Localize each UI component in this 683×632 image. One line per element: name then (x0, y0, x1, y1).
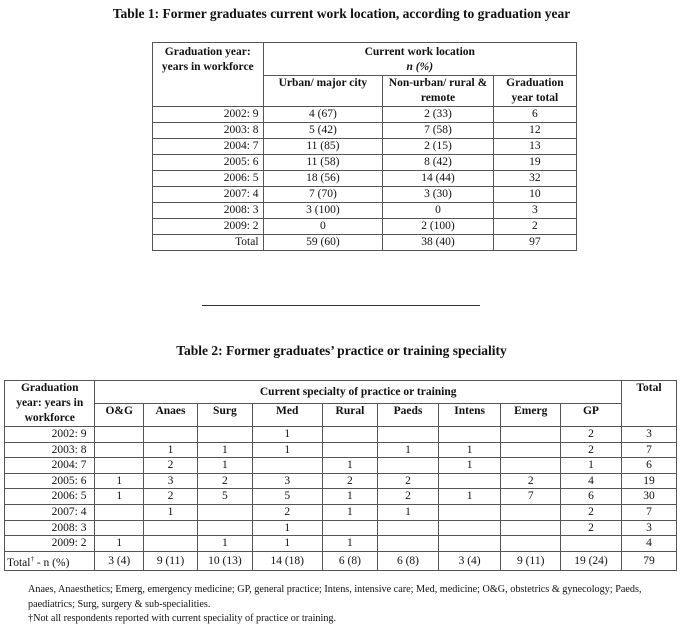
table-cell: 18 (56) (263, 171, 383, 187)
table2-group-header: Current specialty of practice or training (95, 381, 621, 404)
table-cell: 59 (60) (263, 235, 383, 251)
table-cell (322, 520, 378, 536)
total-label-suffix: - n (%) (33, 556, 70, 569)
table-cell (95, 458, 144, 474)
table-cell: 14 (44) (383, 171, 494, 187)
row-label: 2006: 5 (5, 489, 95, 505)
row-label: 2002: 9 (5, 427, 95, 443)
row-label: 2009: 2 (153, 219, 264, 235)
row-total: 19 (621, 473, 676, 489)
table-cell: 10 (13) (198, 551, 253, 570)
table-row (153, 235, 577, 251)
table2 (4, 380, 677, 571)
table-cell: 1 (322, 536, 378, 552)
table-cell: 2 (33) (383, 107, 494, 123)
table-cell: 3 (30) (383, 187, 494, 203)
table-cell: 1 (198, 442, 253, 458)
row-total: 4 (621, 536, 676, 552)
abbreviations-note: Anaes, Anaesthetics; Emerg, emergency medicine; GP, general practice; Intens, intensive care; Med, medicine; O&G, obstetrics & gynecology; Paeds, paediatrics; Surg, surgery & sub-specialities. (28, 584, 642, 610)
row-label: 2006: 5 (153, 171, 264, 187)
table-cell (95, 442, 144, 458)
table-cell: 2 (100) (383, 219, 494, 235)
table-cell: 1 (438, 442, 501, 458)
table2-col-header: Emerg (501, 404, 561, 427)
row-label: 2009: 2 (5, 536, 95, 552)
table-cell: 19 (493, 155, 576, 171)
table-cell: 13 (493, 139, 576, 155)
table-cell (322, 442, 378, 458)
table1-group-header (263, 43, 576, 76)
table-cell (143, 536, 197, 552)
table-cell: 6 (8) (322, 551, 378, 570)
row-label: 2007: 4 (5, 504, 95, 520)
table-cell (322, 427, 378, 443)
table-cell: 11 (58) (263, 155, 383, 171)
table-cell: 1 (143, 504, 197, 520)
table1-group-title: Current work location (364, 46, 475, 58)
row-label: 2005: 6 (5, 473, 95, 489)
table2-col-header: GP (561, 404, 622, 427)
row-label: 2004: 7 (153, 139, 264, 155)
table-cell (438, 504, 501, 520)
row-label: 2008: 3 (5, 520, 95, 536)
table-cell (438, 520, 501, 536)
table-row (5, 427, 677, 443)
dagger-note: †Not all respondents reported with current speciality of practice or training. (28, 613, 337, 624)
table1 (152, 42, 577, 251)
table-cell: 2 (378, 473, 439, 489)
table2-notes (28, 583, 668, 627)
table-cell (438, 536, 501, 552)
table-cell: 6 (493, 107, 576, 123)
table1-title: Table 1: Former graduates current work location, according to graduation year (112, 6, 571, 21)
table-row (153, 123, 577, 139)
table2-col-header: Surg (198, 404, 253, 427)
table-cell: 2 (561, 427, 622, 443)
table-cell: 1 (561, 458, 622, 474)
table-cell (95, 427, 144, 443)
table-cell: 1 (378, 442, 439, 458)
total-row (5, 551, 677, 570)
table-cell: 1 (322, 458, 378, 474)
table-row (5, 489, 677, 505)
table-row (153, 187, 577, 203)
row-total: 3 (621, 427, 676, 443)
table-cell: 1 (95, 489, 144, 505)
table-cell (378, 458, 439, 474)
row-label: Total (153, 235, 264, 251)
table-cell (438, 473, 501, 489)
table-cell: 3 (4) (438, 551, 501, 570)
row-total: 30 (621, 489, 676, 505)
row-total: 3 (621, 520, 676, 536)
table2-total-header: Total (621, 381, 676, 427)
table1-col-header: Graduation year total (493, 76, 576, 107)
row-total: 6 (621, 458, 676, 474)
table-cell (252, 458, 322, 474)
table-cell (143, 427, 197, 443)
table-cell: 2 (561, 442, 622, 458)
row-label: 2005: 6 (153, 155, 264, 171)
table-row (5, 504, 677, 520)
table-cell (501, 427, 561, 443)
table-cell (561, 536, 622, 552)
table-cell (378, 520, 439, 536)
table-row (5, 442, 677, 458)
row-label: 2003: 8 (153, 123, 264, 139)
table-cell: 1 (438, 458, 501, 474)
table-cell: 6 (561, 489, 622, 505)
table-cell (501, 504, 561, 520)
table-cell: 32 (493, 171, 576, 187)
table2-col-header: Anaes (143, 404, 197, 427)
table-cell (501, 442, 561, 458)
row-total: 7 (621, 442, 676, 458)
table-cell: 1 (198, 536, 253, 552)
table-cell (95, 504, 144, 520)
table-cell: 14 (18) (252, 551, 322, 570)
table-cell: 7 (58) (383, 123, 494, 139)
table-cell: 2 (15) (383, 139, 494, 155)
table-cell: 38 (40) (383, 235, 494, 251)
table-cell: 2 (143, 458, 197, 474)
table2-col-header: Med (252, 404, 322, 427)
table-cell: 2 (378, 489, 439, 505)
table-cell: 1 (322, 504, 378, 520)
table-cell: 2 (561, 504, 622, 520)
table-cell: 2 (143, 489, 197, 505)
table-cell (198, 504, 253, 520)
row-label: 2008: 3 (153, 203, 264, 219)
table-cell (378, 536, 439, 552)
table-cell: 3 (143, 473, 197, 489)
table-row (153, 171, 577, 187)
row-label: 2003: 8 (5, 442, 95, 458)
table-cell: 1 (95, 473, 144, 489)
table-cell: 0 (263, 219, 383, 235)
table-row (5, 520, 677, 536)
row-total: 7 (621, 504, 676, 520)
table1-col-header: Non-urban/ rural & remote (383, 76, 494, 107)
table-cell: 7 (70) (263, 187, 383, 203)
table-cell: 5 (252, 489, 322, 505)
table-cell: 1 (252, 520, 322, 536)
table-cell: 1 (378, 504, 439, 520)
table-cell: 3 (4) (95, 551, 144, 570)
table-cell: 11 (85) (263, 139, 383, 155)
table-cell: 0 (383, 203, 494, 219)
table2-col-header: Rural (322, 404, 378, 427)
row-label: 2007: 4 (153, 187, 264, 203)
table-cell: 2 (322, 473, 378, 489)
table-cell: 9 (11) (501, 551, 561, 570)
table-cell: 1 (143, 442, 197, 458)
table2-col-header: O&G (95, 404, 144, 427)
total-row-label (5, 551, 95, 570)
table-row (5, 473, 677, 489)
table-cell (143, 520, 197, 536)
table-cell: 9 (11) (143, 551, 197, 570)
table-cell: 19 (24) (561, 551, 622, 570)
table-cell: 4 (561, 473, 622, 489)
table-cell (198, 520, 253, 536)
table-cell: 1 (252, 442, 322, 458)
table-cell (378, 427, 439, 443)
table-cell: 3 (100) (263, 203, 383, 219)
table-row (153, 203, 577, 219)
section-divider (202, 305, 480, 306)
table-cell (438, 427, 501, 443)
table-row (5, 536, 677, 552)
table-cell: 10 (493, 187, 576, 203)
table1-row-header: Graduation year: years in workforce (153, 43, 264, 107)
table-cell: 7 (501, 489, 561, 505)
table-row (153, 107, 577, 123)
total-label: Total (7, 556, 31, 569)
table-cell: 8 (42) (383, 155, 494, 171)
table-cell: 2 (252, 504, 322, 520)
table-row (153, 219, 577, 235)
table-cell: 2 (501, 473, 561, 489)
table-cell: 5 (198, 489, 253, 505)
row-label: 2004: 7 (5, 458, 95, 474)
table1-group-sub: n (%) (406, 61, 434, 73)
dagger-mark: † (30, 554, 34, 563)
table-cell: 5 (42) (263, 123, 383, 139)
table2-row-header: Graduation year: years in workforce (5, 381, 95, 427)
table-cell: 1 (252, 536, 322, 552)
table-cell: 2 (198, 473, 253, 489)
row-label: 2002: 9 (153, 107, 264, 123)
table2-title: Table 2: Former graduates’ practice or training speciality (176, 343, 507, 358)
table-row (153, 139, 577, 155)
table2-col-header: Paeds (378, 404, 439, 427)
table-row (153, 155, 577, 171)
table1-col-header: Urban/ major city (263, 76, 383, 107)
table-cell: 1 (198, 458, 253, 474)
table-cell (198, 427, 253, 443)
table-cell: 4 (67) (263, 107, 383, 123)
table-row (5, 458, 677, 474)
table-cell (501, 536, 561, 552)
table-cell: 3 (252, 473, 322, 489)
table-cell: 2 (493, 219, 576, 235)
table-cell (501, 458, 561, 474)
table-cell: 1 (322, 489, 378, 505)
table-cell: 2 (561, 520, 622, 536)
table-cell: 6 (8) (378, 551, 439, 570)
table-cell: 12 (493, 123, 576, 139)
table-cell: 97 (493, 235, 576, 251)
table-cell: 1 (95, 536, 144, 552)
table2-col-header: Intens (438, 404, 501, 427)
table-cell: 1 (438, 489, 501, 505)
table-cell: 1 (252, 427, 322, 443)
table-cell (501, 520, 561, 536)
table-cell (95, 520, 144, 536)
table-cell: 3 (493, 203, 576, 219)
grand-total: 79 (621, 551, 676, 570)
